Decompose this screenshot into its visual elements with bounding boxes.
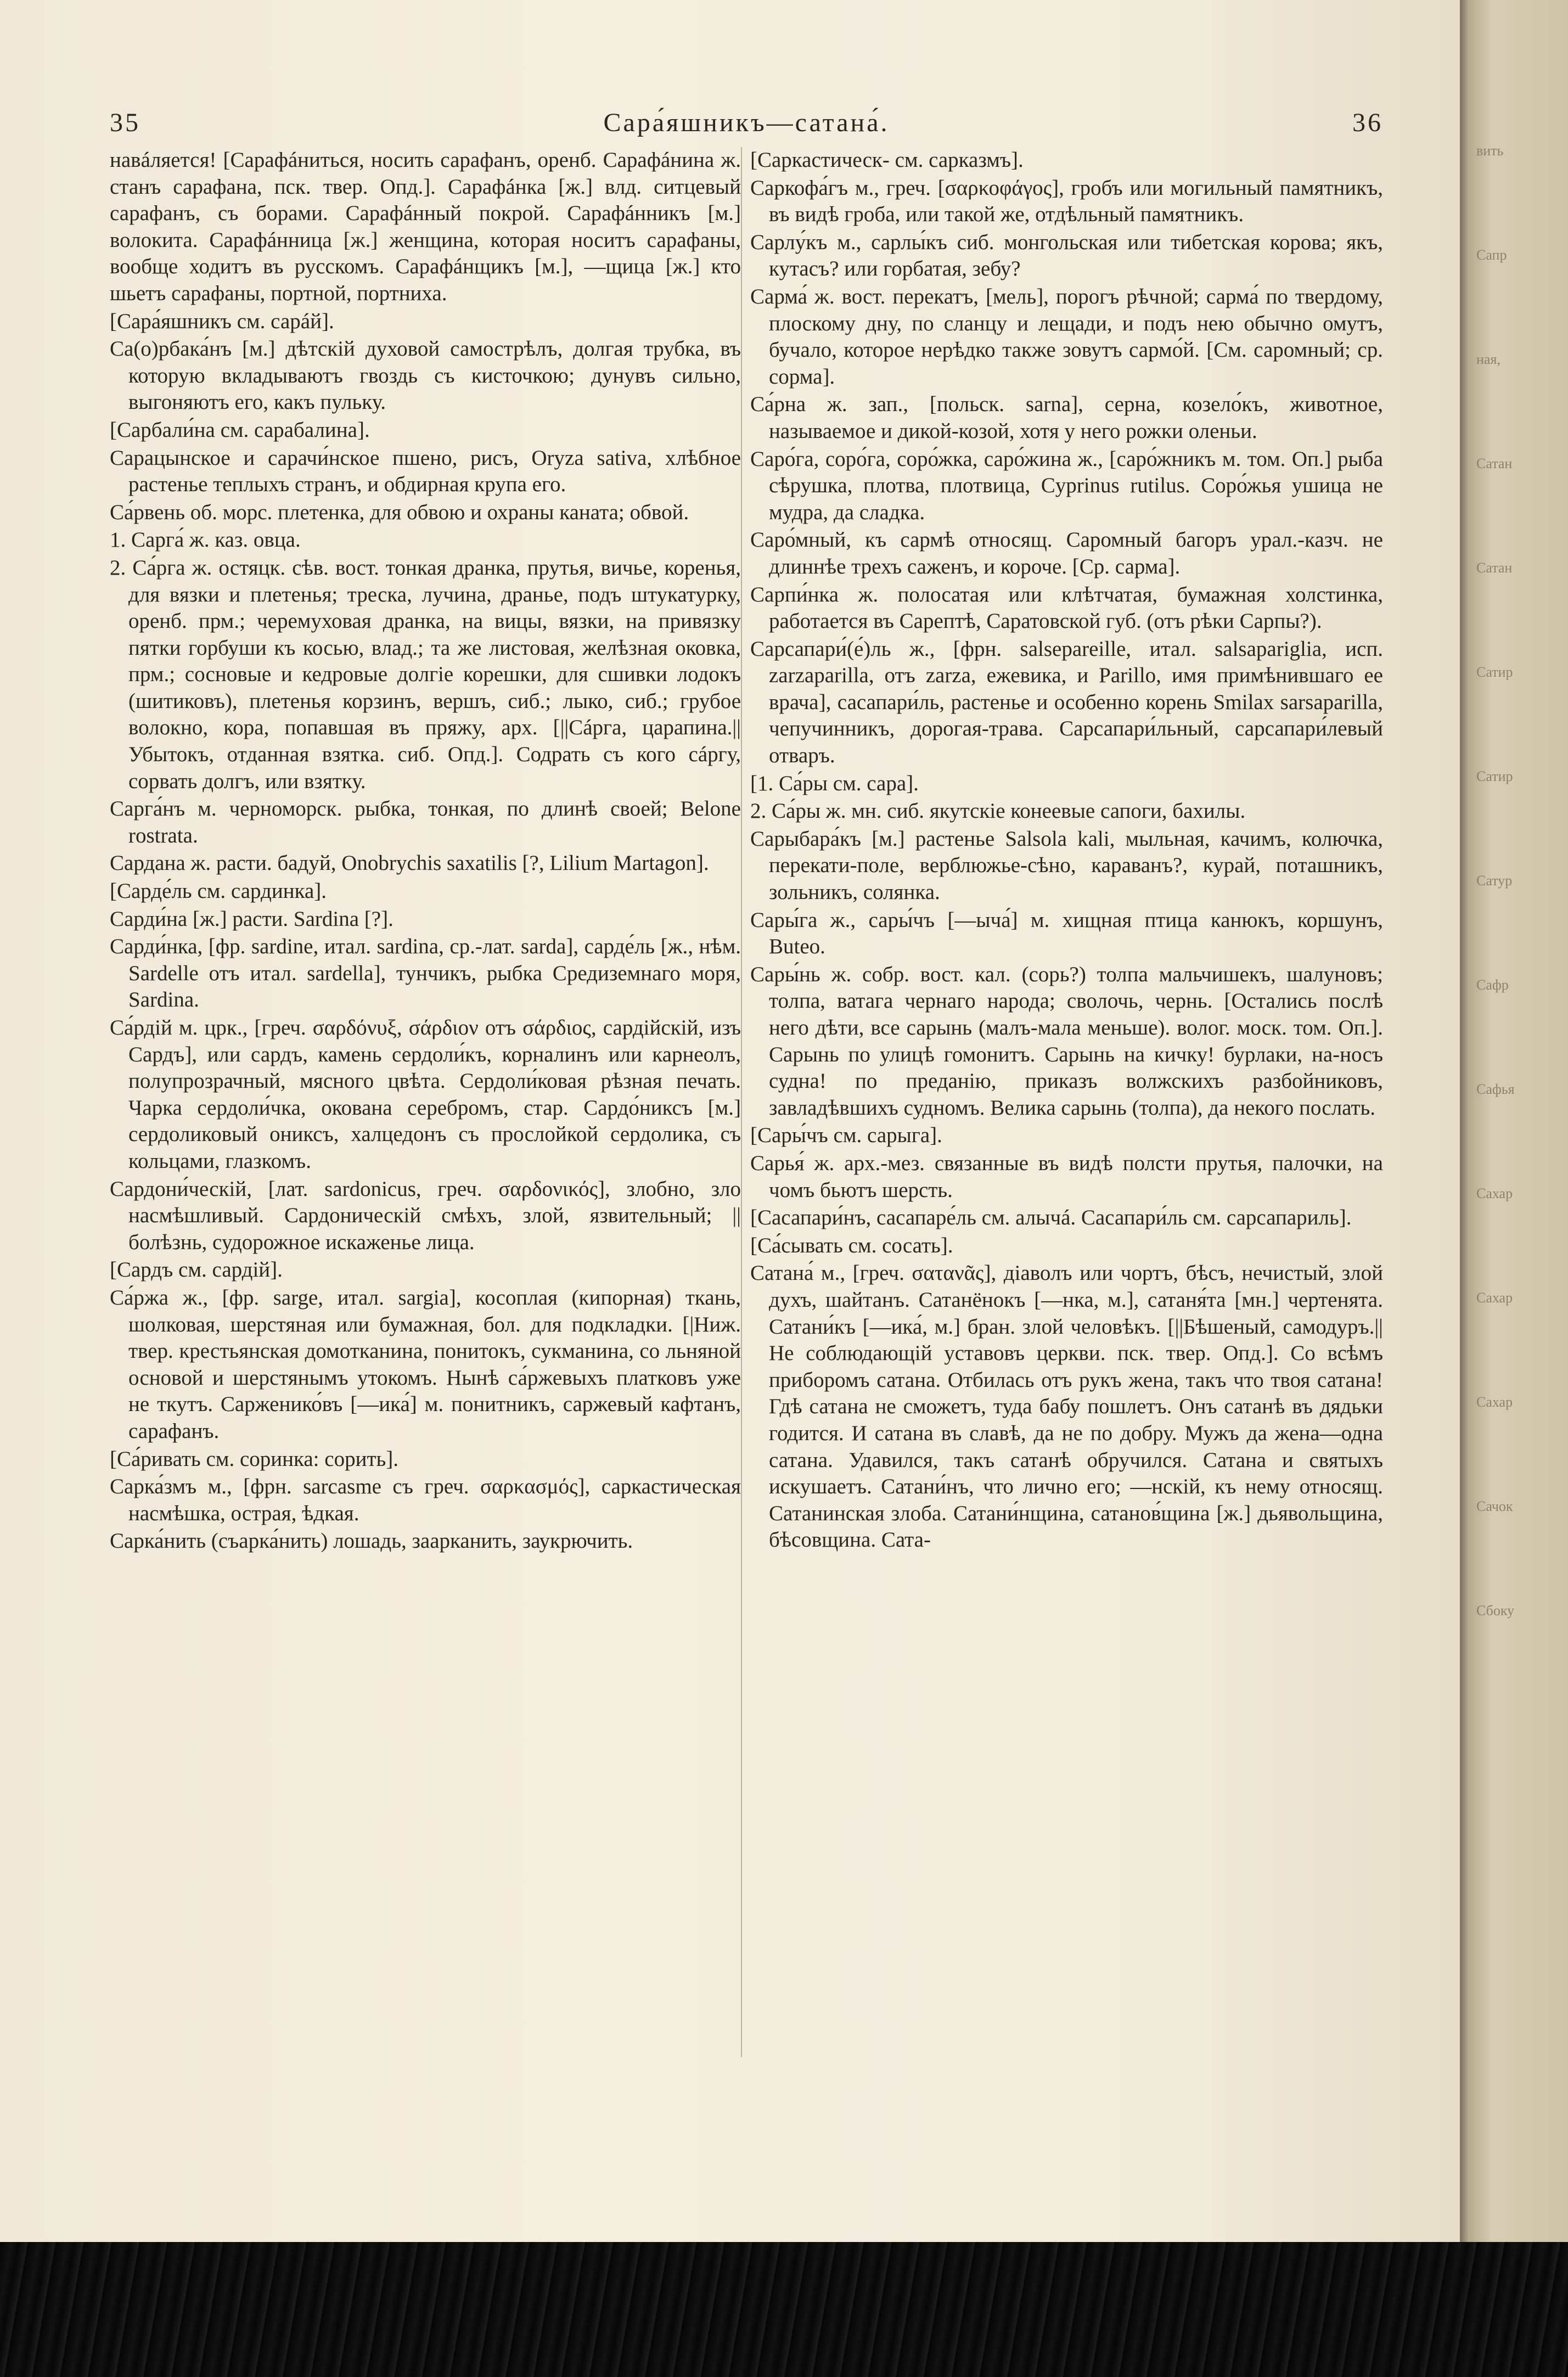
dictionary-entry: Сары́га ж., сары́чъ [—ыча́] м. хищная птица канюкъ, коршунъ, Buteo. xyxy=(750,908,1383,959)
dictionary-entry: Сарка́нить (съарка́нить) лошадь, заарканить, заукрючить. xyxy=(110,1529,633,1553)
adjacent-page-fragment: Сапр xyxy=(1476,247,1507,263)
dictionary-entry: Сарлу́къ м., сарлы́къ сиб. монгольская или тибетская корова; якъ, кутасъ? или горбатая, зебу? xyxy=(750,230,1383,281)
dictionary-entry: Са́рдій м. црк., [греч. σαρδόνυξ, σάρδιον отъ σάρδιος, сардійскій, изъ Сардъ], или сардъ, камень сердоли́къ, корналинъ или карнеолъ, полупрозрачный, мясного цвѣта. Сердоли́ковая рѣзная печать. Чарка сердоли́чка, окована серебромъ, стар. Сардо́никсъ [м.] сердоликовый ониксъ, халцедонъ съ прослойкой сердолика, съ кольцами, глазкомъ. xyxy=(110,1016,741,1173)
adjacent-page-fragment: Сатир xyxy=(1476,664,1513,680)
dictionary-entry: [Сары́чъ см. сарыга]. xyxy=(750,1123,942,1148)
adjacent-page-fragment: Сбоку xyxy=(1476,1603,1515,1619)
dictionary-entry: [Сарде́ль см. сардинка]. xyxy=(110,879,327,903)
dictionary-entry: 2. Са́рга ж. остяцк. сѣв. вост. тонкая дранка, прутья, вичье, коренья, для вязки и плетенья; треска, лучина, дранье, подъ штукатурку, оренб. прм.; черемуховая дранка, на вицы, вязки, на привязку пятки горбуши къ косью, влад.; та же листовая, желѣзная оковка, прм.; сосновые и кедровые долгіе корешки, для сшивки лодокъ (шитиковъ), плетенья корзинъ, вершъ, сиб.; лыко, сиб.; грубое волокно, кора, попавшая въ пряжу, арх. [||Сáрга, царапина.||Убытокъ, отданная взятка. сиб. Опд.]. Содрать съ кого сáргу, сорвать долгъ, или взятку. xyxy=(110,555,741,793)
dictionary-entry: Сардони́ческій, [лат. sardonicus, греч. σαρδονικός], злобно, зло насмѣшливый. Сардоническій смѣхъ, злой, язвительный; ||болѣзнь, судорожное искаженье лица. xyxy=(110,1177,741,1254)
dictionary-entry: [Са́ривать см. соринка: сорить]. xyxy=(110,1447,399,1471)
dictionary-entry: Сарка́змъ м., [фрн. sarcasme съ греч. σαρκασμός], саркастическая насмѣшка, острая, ѣдкая. xyxy=(110,1475,741,1525)
dictionary-entry: Са́рвень об. морс. плетенка, для обвою и охраны каната; обвой. xyxy=(110,500,689,524)
dictionary-entry: Сарди́на [ж.] расти. Sardina [?]. xyxy=(110,907,394,931)
adjacent-page-fragment: Сатан xyxy=(1476,560,1513,576)
dictionary-entry: [Сара́яшникъ см. сарáй]. xyxy=(110,309,334,333)
dictionary-entry: 1. Сарга́ ж. каз. овца. xyxy=(110,528,301,552)
dictionary-entry: Сардана ж. расти. бадуй, Onobrychis saxatilis [?, Lilium Martagon]. xyxy=(110,851,709,875)
dictionary-entry: Саркофа́гъ м., греч. [σαρκοφάγος], гробъ или могильный памятникъ, въ видѣ гроба, или такой же, отдѣльный памятникъ. xyxy=(750,176,1383,227)
adjacent-page-fragment: Сафр xyxy=(1476,977,1509,993)
dictionary-entry: Сарья́ ж. арх.-мез. связанные въ видѣ полсти прутья, палочки, на чомъ бьютъ шерсть. xyxy=(750,1151,1383,1202)
dictionary-entry: [Сарбали́на см. сарабалина]. xyxy=(110,418,370,442)
dictionary-entry: Сарыбара́къ [м.] растенье Salsola kali, мыльная, качимъ, колючка, перекати-поле, верблюжье-сѣно, караванъ?, курай, поташникъ, зольникъ, солянка. xyxy=(750,827,1383,904)
column-divider xyxy=(741,147,742,2057)
dictionary-entry: [1. Са́ры см. сара]. xyxy=(750,771,919,795)
dictionary-entry: [Са́сывать см. сосать]. xyxy=(750,1233,953,1257)
adjacent-page-fragment: Сачок xyxy=(1476,1498,1513,1514)
dictionary-entry: навáляется! [Сарафáниться, носить сарафанъ, оренб. Сарафáнина ж. станъ сарафана, пск. твер. Опд.]. Сарафáнка [ж.] влд. ситцевый сарафанъ, съ борами. Сарафáнный покрой. Сарафáнникъ [м.] волокита. Сарафáнница [ж.] женщина, которая носитъ сарафаны, вообще ходитъ въ русскомъ. Сарафáнщикъ [м.], —щица [ж.] кто шьетъ сарафаны, портной, портниха. xyxy=(110,148,741,305)
dictionary-entry: [Сасапари́нъ, сасапаре́ль см. алычá. Сасапари́ль см. сарсапариль]. xyxy=(750,1206,1352,1230)
dictionary-entry: [Саркастическ- см. сарказмъ]. xyxy=(750,148,1024,172)
adjacent-page-fragment: Сахар xyxy=(1476,1185,1513,1201)
adjacent-page-fragment: ная, xyxy=(1476,351,1500,367)
adjacent-page-fragment: Сахар xyxy=(1476,1394,1513,1410)
dictionary-entry: Са(о)рбака́нъ [м.] дѣтскій духовой самострѣлъ, долгая трубка, въ которую вкладываютъ гвоздь съ кисточкою; дунувъ сильно, выгоняютъ его, какъ пульку. xyxy=(110,337,741,414)
left-column xyxy=(110,147,741,1556)
dictionary-entry: Сатана́ м., [греч. σατανᾶς], діаволъ или чортъ, бѣсъ, нечистый, злой духъ, шайтанъ. Сатанёнокъ [—нка, м.], сатаня́та [мн.] чертенята. Сатани́къ [—ика́, м.] бран. злой человѣкъ. [||Бѣшеный, самодуръ.||Не соблюдающій уставовъ церкви. пск. твер. Опд.]. Со всѣмъ приборомъ сатана. Отбилась отъ рукъ жена, такъ что твоя сатана! Гдѣ сатана не сможетъ, туда бабу пошлетъ. Онъ сатанѣ въ дядьки годится. И сатана въ славѣ, да не по добру. Мужъ да жена—одна сатана. Удавился, такъ сатанѣ обручился. Сатана и святыхъ искушаетъ. Сатани́нъ, что лично его; —нскій, къ нему относящ. Сатанинская злоба. Сатани́нщина, сатанов́щина [ж.] дьявольщина, бѣсовщина. Сата- xyxy=(750,1261,1383,1552)
adjacent-page-edge xyxy=(1460,0,1568,2245)
adjacent-page-fragment: вить xyxy=(1476,143,1504,159)
page-number-left: 35 xyxy=(110,108,140,137)
dictionary-entry: Сарга́нъ м. черноморск. рыбка, тонкая, по длинѣ своей; Belone rostrata. xyxy=(110,797,741,847)
dictionary-entry: 2. Са́ры ж. мн. сиб. якутскіе конеевые сапоги, бахилы. xyxy=(750,799,1246,823)
dictionary-entry: Сарди́нка, [фр. sardine, итал. sardina, ср.-лат. sarda], сарде́ль [ж., нѣм. Sardelle отъ итал. sardella], тунчикъ, рыбка Средиземнаго моря, Sardina. xyxy=(110,935,741,1012)
page-number-right: 36 xyxy=(1352,108,1383,137)
adjacent-page-fragment: Сафья xyxy=(1476,1081,1515,1097)
adjacent-page-fragment: Сатур xyxy=(1476,873,1513,889)
adjacent-page-fragment: Сатан xyxy=(1476,456,1513,471)
dictionary-entry: Сары́нь ж. собр. вост. кал. (сорь?) толпа мальчишекъ, шалуновъ; толпа, ватага чернаго народа; сволочь, чернь. [Остались послѣ него дѣти, все сарынь (малъ-мала меньше). волог. моск. том. Оп.]. Сарынь по улицѣ гомонитъ. Сарынь на кичку! бурлаки, на-носъ судна! по преданію, приказъ волжскихъ разбойниковъ, завладѣвшихъ судномъ. Велика сарынь (толпа), да некого послать. xyxy=(750,962,1383,1120)
adjacent-page-fragment: Сатир xyxy=(1476,768,1513,784)
running-title: Сара́яшникъ—сатана́. xyxy=(603,108,890,137)
dictionary-entry: Саро́га, соро́га, соро́жка, саро́жина ж., [саро́жникъ м. том. Оп.] рыба сѣрушка, плотва, плотвица, Cyprinus rutilus. Соро́жья ушица не мудра, да сладка. xyxy=(750,447,1383,524)
dictionary-entry: Саро́мный, къ сармѣ относящ. Саромный багоръ урал.-казч. не длиннѣе трехъ саженъ, и короче. [Ср. сарма]. xyxy=(750,528,1383,578)
dictionary-entry: Сарсапари́(е́)ль ж., [фрн. salsepareille, итал. salsapariglia, исп. zarzaparilla, отъ zarza, ежевика, и Parillo, имя примѣнившаго ее врача], сасапари́ль, растенье и особенно корень Smilax sarsaparilla, чепучинникъ, дорогая-трава. Сарсапари́льный, сарсапари́левый отваръ. xyxy=(750,637,1383,768)
dictionary-entry: Са́ржа ж., [фр. sarge, итал. sargia], косоплая (кипорная) ткань, шолковая, шерстяная или бумажная, бол. для подкладки. [|Ниж. твер. крестьянская домотканина, понитокъ, сукманина, со льняной основой и шерстянымъ утокомъ. Нынѣ са́ржевыхъ платковъ уже не ткутъ. Сарженико́въ [—ика́] м. понитникъ, саржевый кафтанъ, сарафанъ. xyxy=(110,1285,741,1443)
dictionary-entry: Са́рна ж. зап., [польск. sarna], серна, козело́къ, животное, называемое и дикой-козой, хотя у него рожки оленьи. xyxy=(750,392,1383,443)
right-column xyxy=(750,147,1383,1555)
dictionary-entry: Сарацынское и сарачи́нское пшено, рисъ, Oryza sativa, хлѣбное растенье теплыхъ странъ, и обдирная крупа его. xyxy=(110,446,741,497)
running-head xyxy=(110,108,1383,146)
dictionary-entry: Сарма́ ж. вост. перекатъ, [мель], порогъ рѣчной; сарма́ по твердому, плоскому дну, по сланцу и лещади, и подъ нею обычно омутъ, бучало, которое нерѣдко также зовутъ сармо́й. [См. саромный; ср. сорма]. xyxy=(750,284,1383,389)
scan-background xyxy=(0,2242,1568,2377)
dictionary-entry: [Сардъ см. сардій]. xyxy=(110,1258,283,1282)
adjacent-page-fragment: Сахар xyxy=(1476,1290,1513,1306)
dictionary-entry: Сарпи́нка ж. полосатая или клѣтчатая, бумажная холстинка, работается въ Сарептѣ, Саратовской губ. (отъ рѣки Сарпы?). xyxy=(750,582,1383,633)
